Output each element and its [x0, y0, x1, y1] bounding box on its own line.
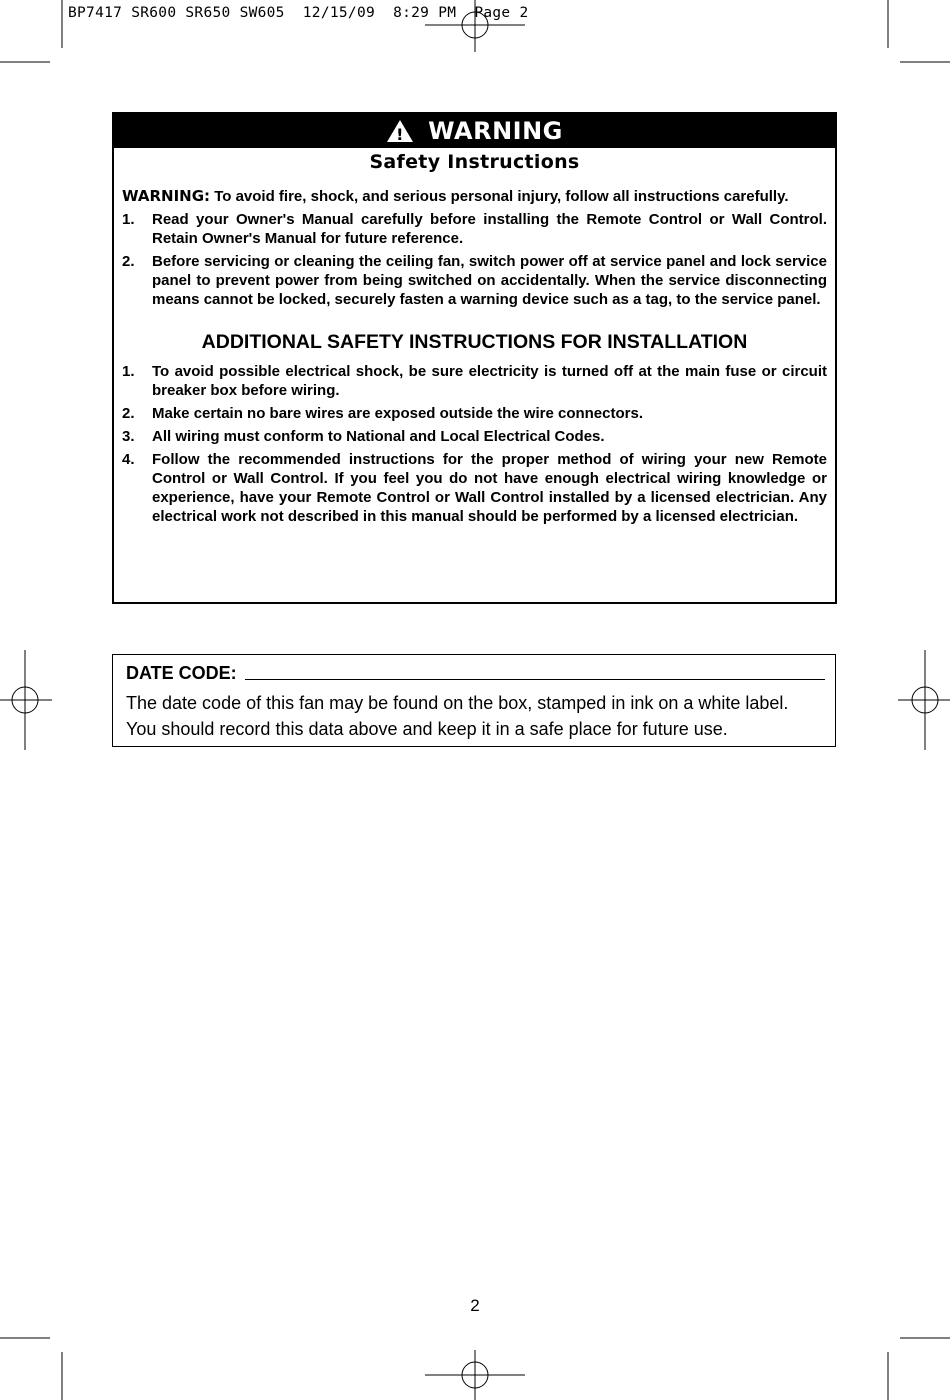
- list-item-number: 3.: [122, 428, 135, 445]
- date-code-line-1: The date code of this fan may be found on the box, stamped in ink on a white label.: [126, 693, 789, 713]
- list-item-number: 2.: [122, 253, 135, 270]
- page-number: 2: [470, 1296, 480, 1315]
- list-item: [122, 404, 827, 423]
- date-code-description: [126, 690, 825, 742]
- warning-triangle-icon: [386, 119, 414, 143]
- list-item-text: Make certain no bare wires are exposed outside the wire connectors.: [152, 405, 644, 422]
- list-item: [122, 362, 827, 400]
- date-code-line-2: You should record this data above and keep it in a safe place for future use.: [126, 719, 728, 739]
- warning-header: [114, 114, 835, 148]
- warning-content: [114, 187, 835, 526]
- list-item-number: 2.: [122, 405, 135, 422]
- list-item: [122, 252, 827, 309]
- date-code-box: [112, 654, 836, 747]
- date-code-row: [126, 663, 825, 684]
- list-item-text: Follow the recommended instructions for the proper method of wiring your new Remote Control or Wall Control. If you feel you do not have enough electrical wiring knowledge or experience, have your Remote Control or Wall Control installed by a licensed electrician. Any electrical work not described in this manual should be performed by a licensed electrician.: [152, 451, 827, 525]
- date-code-label: DATE CODE:: [126, 663, 237, 683]
- warning-intro-text: To avoid fire, shock, and serious personal injury, follow all instructions carefully.: [210, 188, 789, 205]
- list-item: [122, 450, 827, 526]
- additional-safety-list: [122, 362, 827, 526]
- list-item-text: To avoid possible electrical shock, be sure electricity is turned off at the main fuse or circuit breaker box before wiring.: [152, 363, 827, 399]
- list-item: [122, 210, 827, 248]
- list-item-text: All wiring must conform to National and Local Electrical Codes.: [152, 428, 605, 445]
- list-item-text: Read your Owner's Manual carefully before installing the Remote Control or Wall Control. Retain Owner's Manual for future reference.: [152, 211, 827, 247]
- exclamation-mark: !: [396, 125, 405, 143]
- date-code-fill-line: [245, 678, 825, 680]
- warning-intro: [122, 187, 827, 206]
- list-item: [122, 427, 827, 446]
- safety-list: [122, 210, 827, 309]
- warning-title: WARNING: [428, 117, 563, 145]
- warning-intro-lead: WARNING:: [122, 187, 211, 205]
- warning-box: [112, 112, 837, 604]
- list-item-number: 1.: [122, 211, 135, 228]
- list-item-number: 4.: [122, 451, 135, 468]
- list-item-number: 1.: [122, 363, 135, 380]
- list-item-text: Before servicing or cleaning the ceiling fan, switch power off at service panel and lock service panel to prevent power from being switched on accidentally. When the service disconnecting means cannot be locked, securely fasten a warning device such as a tag, to the service panel.: [152, 253, 827, 308]
- safety-instructions-title: Safety Instructions: [369, 151, 580, 173]
- additional-safety-title: ADDITIONAL SAFETY INSTRUCTIONS FOR INSTALLATION: [201, 331, 748, 353]
- printer-slug: BP7417 SR600 SR650 SW605 12/15/09 8:29 PM Page 2: [68, 5, 529, 21]
